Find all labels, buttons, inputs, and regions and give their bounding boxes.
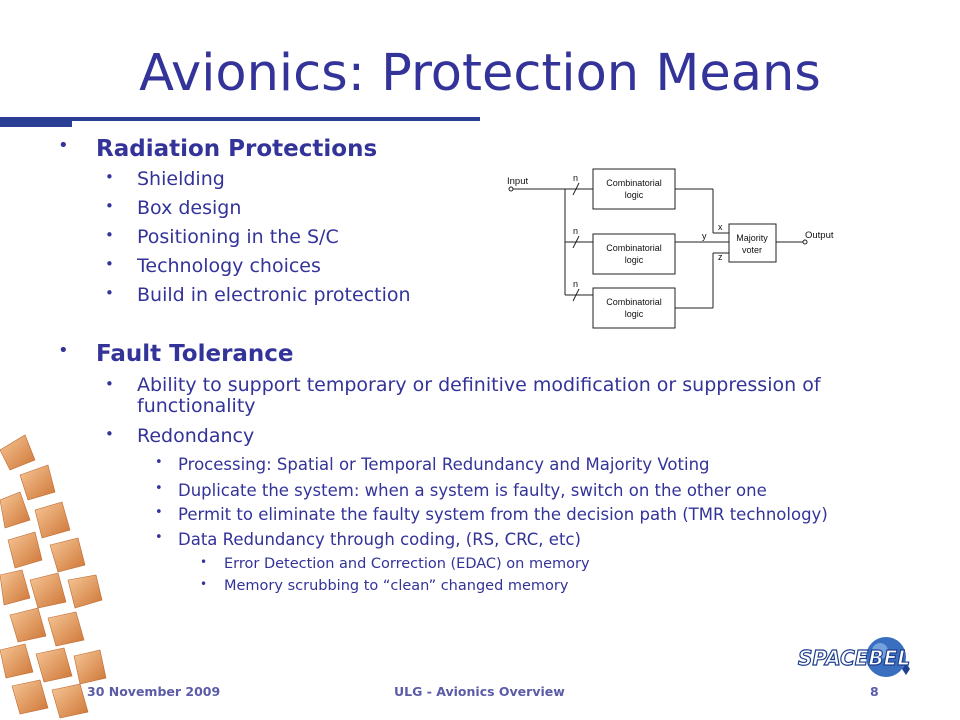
- bullet-icon: •: [200, 555, 208, 569]
- bullet-icon: •: [105, 255, 114, 273]
- majority-voter-block: [729, 224, 776, 262]
- spacebel-logo: [798, 633, 918, 683]
- bus-width-label: n: [573, 226, 579, 236]
- slide: Avionics: Protection Means • Radiation Protections • Shielding • Box design • Positioning in the S/C • Technology choices • Build in electronic protection • Fault Tolerance • Ability to support temporary or definitive modification or suppression of functionality • Redondancy • Processing: Spatial or Temporal Redundancy and Majority Voting • Duplicate the system: when a system is faulty, switch on the other one • Permit to eliminate the faulty system from the decision path (TMR technology) • Data Redundancy through coding, (RS, CRC, etc) • Error Detection and Correction (EDAC) on memory • Memory scrubbing to “clean” changed memory Input Output n n n Combinatorial logic Combinatorial logic Combinatorial logic Majority voter x y z SPACEBEL 30 November 2009 ULG - Avionics Overview 8: [0, 0, 960, 720]
- logic-block-label: Combinatorial: [606, 243, 662, 253]
- bullet-icon: •: [105, 226, 114, 244]
- voter-label: voter: [741, 245, 763, 255]
- bullet-icon: •: [155, 530, 163, 545]
- bullet-icon: •: [105, 168, 114, 186]
- bullet-icon: •: [105, 284, 114, 302]
- logic-block-2: [593, 234, 675, 274]
- logic-block-label: logic: [624, 309, 644, 319]
- page-title: Avionics: Protection Means: [139, 44, 821, 103]
- bus-width-label: n: [573, 173, 579, 183]
- signal-y-label: y: [702, 231, 707, 241]
- input-terminal: [509, 187, 513, 191]
- title-underline-accent: [0, 117, 72, 127]
- title-underline: [0, 117, 480, 121]
- logic-block-label: logic: [624, 190, 644, 200]
- decorative-shapes: [0, 430, 110, 720]
- logic-block-3: [593, 288, 675, 328]
- bullet-icon: •: [105, 425, 114, 443]
- bullet-icon: •: [155, 505, 163, 520]
- bullet-icon: •: [105, 375, 114, 393]
- output-label: Output: [805, 230, 834, 241]
- voter-label: Majority: [736, 233, 768, 243]
- signal-x-label: x: [718, 222, 723, 232]
- signal-z-label: z: [718, 252, 723, 262]
- page-number: 8: [870, 684, 879, 699]
- bullet-icon: •: [200, 577, 208, 591]
- tmr-diagram-svg: [505, 162, 850, 337]
- bus-width-label: n: [573, 279, 579, 289]
- footer-title: ULG - Avionics Overview: [394, 684, 565, 699]
- logic-block-label: logic: [624, 255, 644, 265]
- tmr-diagram: [505, 162, 850, 337]
- bullet-icon: •: [105, 197, 114, 215]
- input-label: Input: [507, 176, 529, 187]
- logic-block-label: Combinatorial: [606, 178, 662, 188]
- footer-date: 30 November 2009: [87, 684, 221, 699]
- logo-text: SPACEBEL: [798, 646, 911, 670]
- decorative-shapes-svg: [0, 430, 110, 720]
- logic-block-label: Combinatorial: [606, 297, 662, 307]
- bullet-icon: •: [58, 340, 69, 361]
- logic-block-1: [593, 169, 675, 209]
- bullet-icon: •: [155, 481, 163, 496]
- bullet-icon: •: [155, 455, 163, 470]
- bullet-icon: •: [58, 135, 69, 156]
